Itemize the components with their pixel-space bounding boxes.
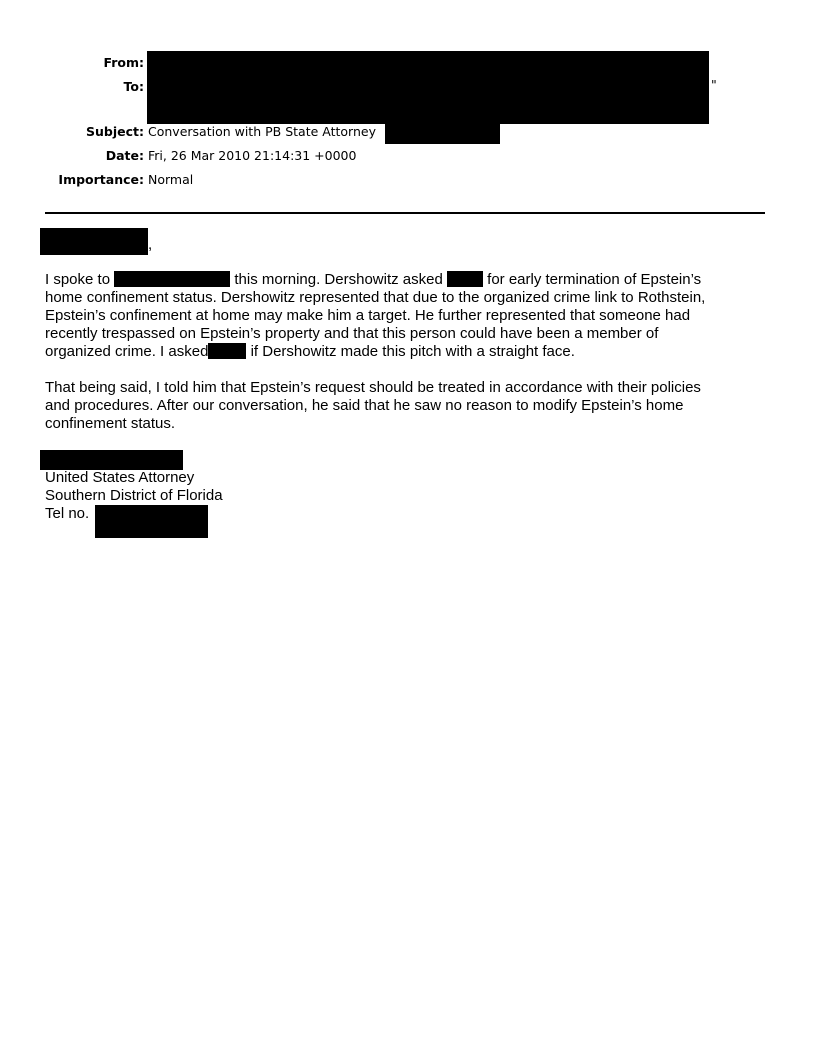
subject-value: Conversation with PB State Attorney: [148, 124, 376, 139]
redaction-signature-name: [40, 450, 183, 470]
p1-line-1: [45, 271, 705, 289]
body-paragraph-1: [45, 271, 705, 361]
p2-line-3: confinement status.: [45, 415, 176, 432]
to-trailing-quote: ": [711, 77, 717, 92]
redaction-p1-asked: [208, 343, 246, 359]
redaction-from-to: [147, 51, 709, 124]
p2-line-2: and procedures. After our conversation, he said that he saw no reason to modify Epstein’s home: [45, 397, 684, 414]
date-value: Fri, 26 Mar 2010 21:14:31 +0000: [148, 148, 357, 163]
redaction-tel: [95, 505, 208, 538]
greeting-comma: ,: [148, 236, 153, 253]
subject-label: Subject:: [86, 124, 144, 139]
p1-line-1-a: I spoke to: [45, 271, 111, 288]
to-label: To:: [123, 79, 144, 94]
signature-district: Southern District of Florida: [45, 487, 223, 504]
p1-line-2: home confinement status. Dershowitz represented that due to the organized crime link to Rothstein,: [45, 289, 706, 306]
p1-line-4: recently trespassed on Epstein’s property and that this person could have been a member of: [45, 325, 659, 342]
body-paragraph-2: [45, 379, 701, 433]
signature-title: United States Attorney: [45, 469, 195, 486]
p1-line-5: [45, 343, 705, 361]
date-label: Date:: [105, 148, 144, 163]
redaction-greeting: [40, 228, 148, 255]
redaction-p1-name: [114, 271, 230, 287]
importance-label: Importance:: [58, 172, 144, 187]
p1-line-1-c: for early termination of Epstein’s: [487, 271, 702, 288]
header-divider: [45, 212, 765, 214]
from-label: From:: [103, 55, 144, 70]
p1-line-1-b: this morning. Dershowitz asked: [234, 271, 443, 288]
redaction-subject: [385, 124, 500, 144]
p1-line-5-a: organized crime. I asked: [45, 343, 209, 360]
importance-value: Normal: [148, 172, 194, 187]
signature-tel: Tel no.: [45, 505, 90, 522]
redaction-p1-pronoun: [447, 271, 483, 287]
p1-line-5-b: if Dershowitz made this pitch with a straight face.: [250, 343, 575, 360]
p1-line-3: Epstein’s confinement at home may make him a target. He further represented that someone had: [45, 307, 691, 324]
p2-line-1: That being said, I told him that Epstein’s request should be treated in accordance with their policies: [45, 379, 701, 396]
